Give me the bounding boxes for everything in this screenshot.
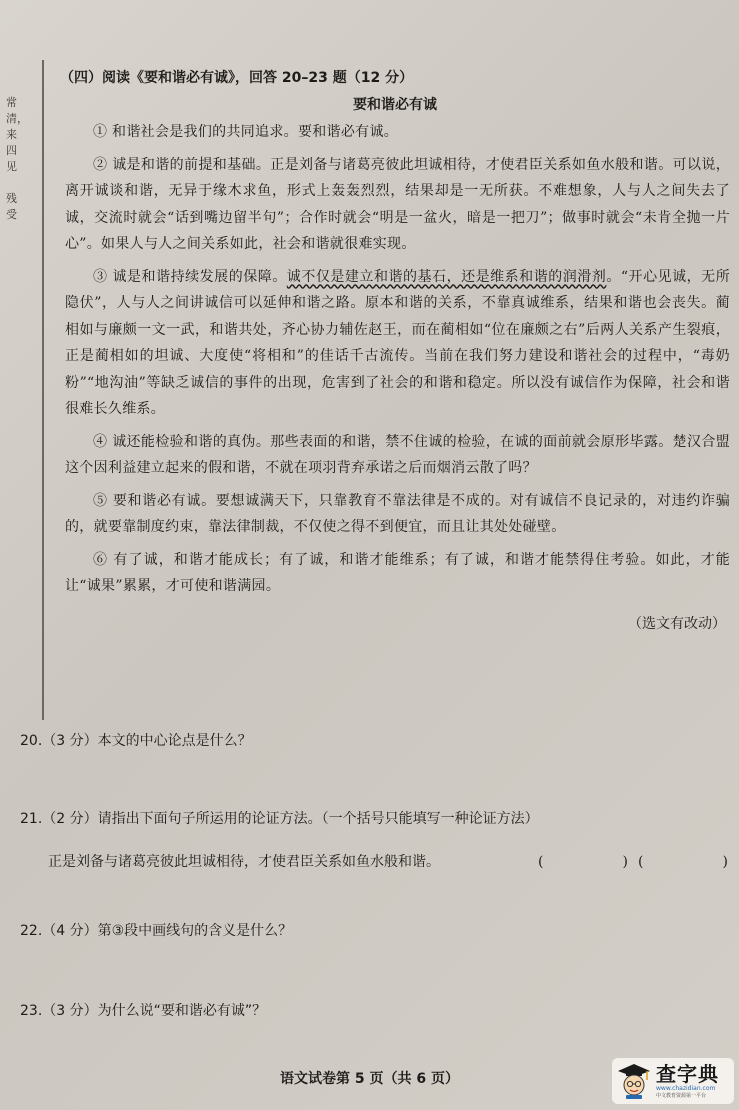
paragraph-1: ① 和谐社会是我们的共同追求。要和谐必有诚。 bbox=[93, 124, 399, 140]
question-20: 20.（3 分）本文的中心论点是什么？ bbox=[20, 733, 252, 749]
paragraph-3-lead: ③ 诚是和谐持续发展的保障。 bbox=[93, 268, 287, 285]
paragraph-3-body: 。“开心见诚，无所隐伏”，人与人之间讲诚信可以延伸和谐之路。原本和谐的关系，不靠真诚维系，结果和谐也会丧失。蔺相如与廉颇一文一武，和谐共处，齐心协力辅佐赵王，而在蔺相如“位在廉颇之右”后两人关系产生裂痕，正是蔺相如的坦诚、大度使“将相和”的佳话千古流传。当前在我们努力建设和谐社会的过程中，“毒奶粉”“地沟油”等缺乏诚信的事件的出现，危害到了社会的和谐和稳定。所以没有诚信作为保障，社会和谐很难长久维系。 bbox=[65, 268, 730, 417]
watermark-tagline: 中文教育资源第一平台 bbox=[656, 1092, 707, 1099]
graduate-mascot-icon bbox=[616, 1062, 652, 1100]
section-heading: （四）阅读《要和谐必有诚》，回答 20–23 题（12 分） bbox=[60, 70, 414, 86]
margin-note: 受 bbox=[6, 208, 17, 221]
question-22: 22.（4 分）第③段中画线句的含义是什么？ bbox=[20, 923, 293, 939]
article-title: 要和谐必有诚 bbox=[353, 97, 437, 113]
margin-note: 残 bbox=[6, 192, 17, 205]
page-footer: 语文试卷第 5 页（共 6 页） bbox=[280, 1071, 459, 1087]
question-23: 23.（3 分）为什么说“要和谐必有诚”？ bbox=[20, 1003, 267, 1019]
watermark-text bbox=[656, 1063, 719, 1100]
margin-note: 四 bbox=[6, 144, 17, 157]
margin-note: 常 bbox=[6, 96, 17, 109]
paragraph-6: ⑥ 有了诚，和谐才能成长；有了诚，和谐才能维系；有了诚，和谐才能禁得住考验。如此，才能让“诚果”累累，才可使和谐满园。 bbox=[65, 551, 730, 594]
margin-note: 清， bbox=[6, 112, 28, 125]
quoted-sentence: 正是刘备与诸葛亮彼此坦诚相待，才使君臣关系如鱼水般和谐。 bbox=[48, 854, 440, 870]
paragraph-3 bbox=[65, 264, 730, 423]
paragraph-2: ② 诚是和谐的前提和基础。正是刘备与诸葛亮彼此坦诚相待，才使君臣关系如鱼水般和谐。可以说，离开诚谈和谐，无异于缘木求鱼，形式上轰轰烈烈，结果却是一无所获。不难想象，人与人之间失去了诚，交流时就会“话到嘴边留半句”；合作时就会“明是一盆火，暗是一把刀”；做事时就会“未肯全抛一片心”。如果人与人之间关系如此，社会和谐就很难实现。 bbox=[65, 156, 730, 252]
paragraph-4: ④ 诚还能检验和谐的真伪。那些表面的和谐，禁不住诚的检验，在诚的面前就会原形毕露。楚汉合盟这个因利益建立起来的假和谐，不就在项羽背弃承诺之后而烟消云散了吗？ bbox=[65, 433, 730, 476]
answer-blanks bbox=[538, 851, 728, 873]
margin-note: 来 bbox=[6, 128, 17, 141]
margin-note: 见 bbox=[6, 160, 17, 173]
answer-blank-1[interactable]: ( ) bbox=[538, 854, 628, 870]
answer-blank-2[interactable]: ( ) bbox=[638, 854, 728, 870]
watermark-url: www.chazidian.com bbox=[656, 1084, 716, 1092]
underlined-sentence: 诚不仅是建立和谐的基石，还是维系和谐的润滑剂 bbox=[286, 268, 607, 285]
question-21: 21.（2 分）请指出下面句子所运用的论证方法。（一个括号只能填写一种论证方法） bbox=[20, 811, 539, 827]
paragraph-5: ⑤ 要和谐必有诚。要想诚满天下，只靠教育不靠法律是不成的。对有诚信不良记录的，对违约诈骗的，就要靠制度约束，靠法律制裁，不仅使之得不到便宜，而且让其处处碰壁。 bbox=[65, 492, 730, 535]
watermark-logo bbox=[612, 1058, 734, 1104]
reading-section bbox=[20, 65, 730, 1019]
watermark-name: 查字典 bbox=[656, 1061, 719, 1086]
source-note: （选文有改动） bbox=[628, 615, 726, 632]
question-21-sentence bbox=[48, 851, 728, 873]
